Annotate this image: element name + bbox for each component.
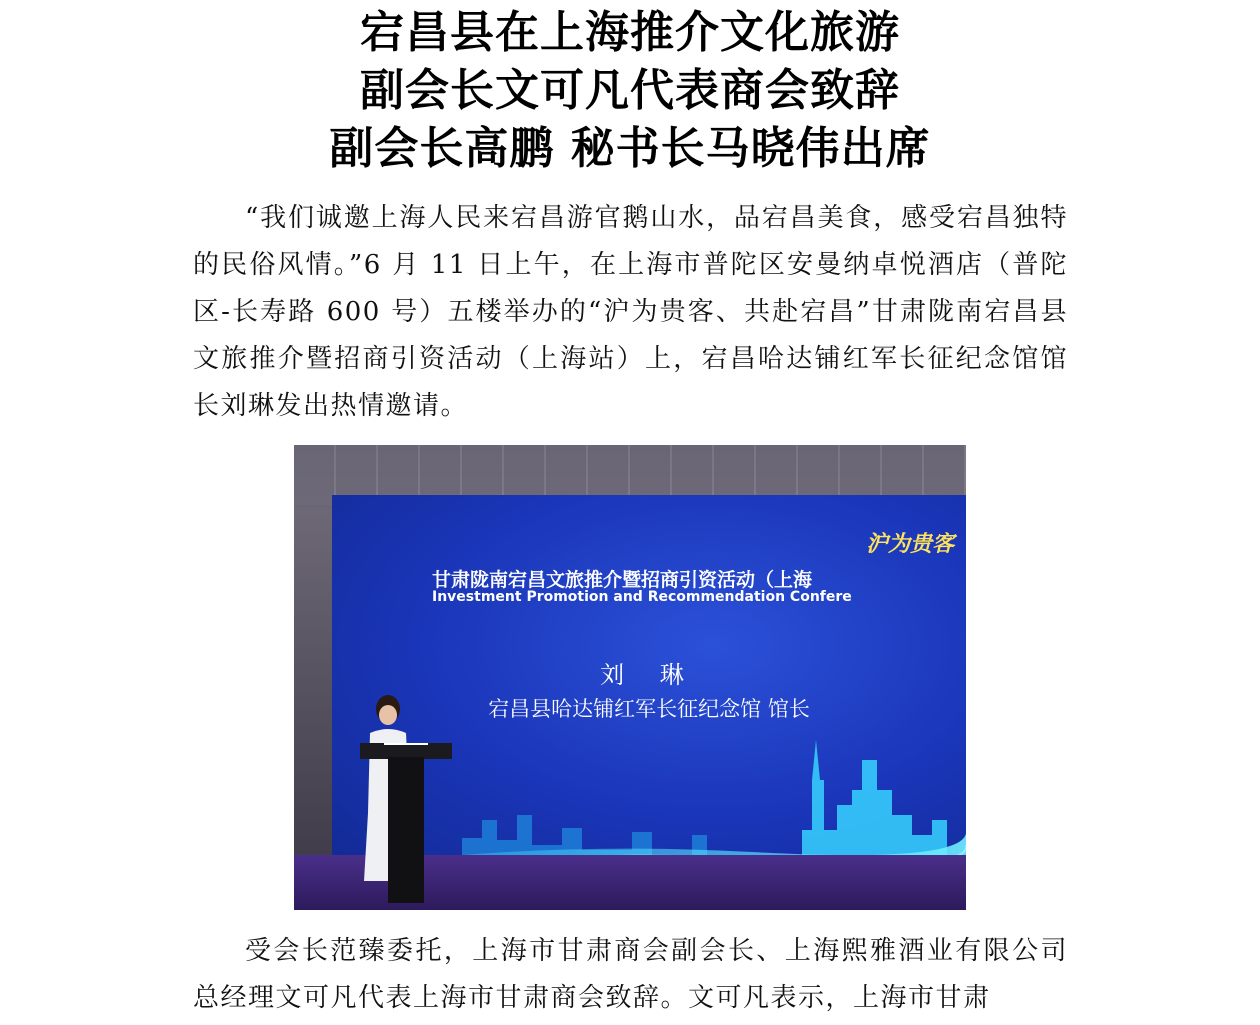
screen-title-en: Investment Promotion and Recommendation Confere xyxy=(432,589,852,605)
screen-slogan: 沪为贵客 xyxy=(865,531,954,557)
headline-3: 副会长高鹏 秘书长马晓伟出席 xyxy=(329,123,931,174)
headline-1: 宕昌县在上海推介文化旅游 xyxy=(360,7,900,58)
article-paragraph-2: 受会长范臻委托，上海市甘肃商会副会长、上海熙雅酒业有限公司总经理文可凡代表上海市甘肃商会致辞。文可凡表示，上海市甘肃 xyxy=(193,936,1068,1013)
article-paragraph-1: “我们诚邀上海人民来宕昌游官鹅山水，品宕昌美食，感受宕昌独特的民俗风情。”6 月 11 日上午，在上海市普陀区安曼纳卓悦酒店（普陀区-长寿路 600 号）五楼举办的“沪为贵客、共赴宕昌”甘肃陇南宕昌县文旅推介暨招商引资活动（上海站）上，宕昌哈达铺红军长征纪念馆馆长刘琳发出热情邀请。 xyxy=(193,203,1068,421)
speaker-name: 刘 琳 xyxy=(600,661,698,689)
lectern xyxy=(360,743,452,903)
speaker-title: 宕昌县哈达铺红军长征纪念馆 馆长 xyxy=(488,697,810,721)
screen-title-cn: 甘肃陇南宕昌文旅推介暨招商引资活动（上海 xyxy=(432,569,813,591)
article-title-block xyxy=(0,4,1260,178)
event-photo xyxy=(294,445,966,910)
headline-2: 副会长文可凡代表商会致辞 xyxy=(360,65,900,116)
